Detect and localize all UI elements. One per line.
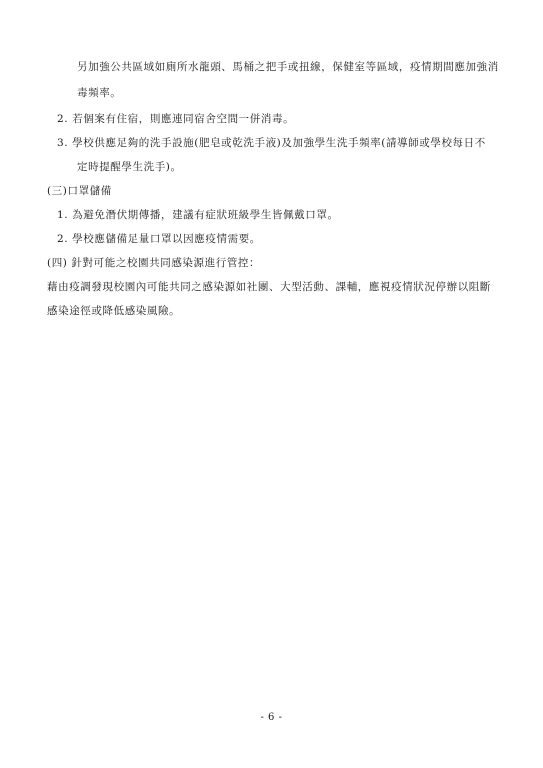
paragraph-line: 另加強公共區域如廁所水龍頭、馬桶之把手或扭線，保健室等區域，疫情期間應加強消 [77,61,499,73]
list-item-number: 2. [57,113,69,125]
paragraph-line: 毒頻率。 [77,87,122,99]
list-item [57,232,261,246]
list-item-number: 3. [57,137,69,149]
list-item-text: 若個案有住宿，則應連同宿舍空間一併消毒。 [72,113,295,125]
list-item-text: 學校應儲備足量口罩以因應疫情需要。 [72,233,261,245]
paragraph-line: 感染途徑或降低感染風險。 [47,305,181,317]
page-number: - 6 - [260,712,283,723]
list-item [57,136,486,150]
list-item-number: 1. [57,209,69,221]
list-item-number: 2. [57,233,69,245]
list-item [57,112,294,126]
list-item-text: 學校供應足夠的洗手設施(肥皂或乾洗手液)及加強學生洗手頻率(請導師或學校每日不 [72,137,486,149]
list-item-continuation: 定時提醒學生洗手)。 [77,161,182,173]
section-heading: (三)口罩儲備 [47,185,112,197]
section-heading: (四) 針對可能之校園共同感染源進行管控： [47,257,261,269]
paragraph-line: 藉由疫調發現校園內可能共同之感染源如社團、大型活動、課輔，應視疫情狀況停辦以阻斷 [47,281,491,293]
list-item [57,208,339,222]
list-item-text: 為避免潛伏期傳播，建議有症狀班級學生皆佩戴口罩。 [72,209,339,221]
